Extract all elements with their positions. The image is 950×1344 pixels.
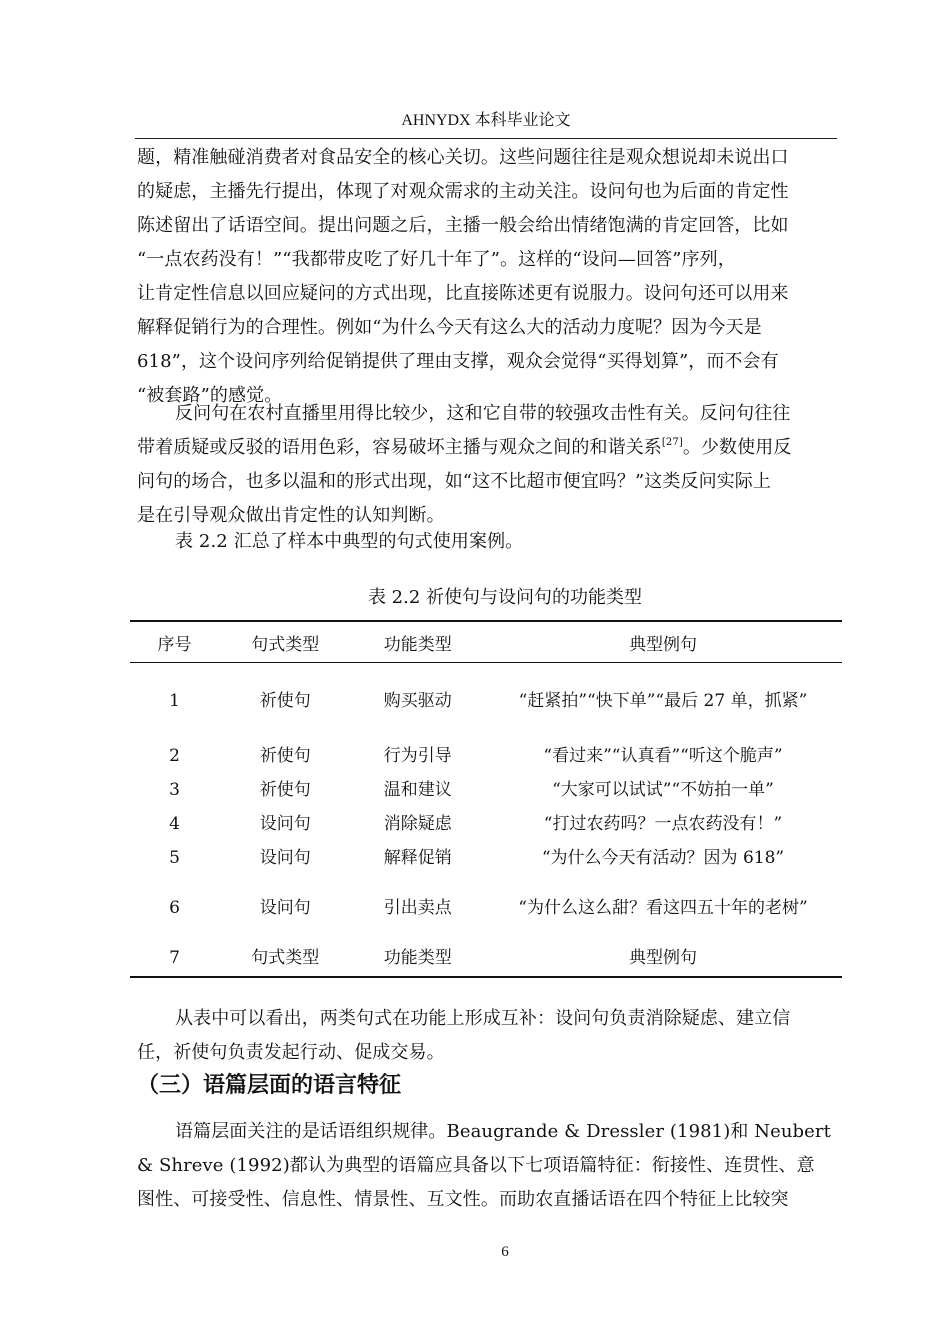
- cell-number: 5: [169, 847, 180, 868]
- paragraph-line: 表 2.2 汇总了样本中典型的句式使用案例。: [175, 531, 524, 552]
- paragraph-line: 反问句在农村直播里用得比较少，这和它自带的较强攻击性有关。反问句往往: [175, 403, 791, 424]
- cell-example: “为什么今天有活动？因为 618”: [541, 847, 785, 868]
- table-header-row: [130, 621, 842, 663]
- table-row: [130, 941, 842, 977]
- cell-example: “赶紧拍”“快下单”“最后 27 单，抓紧”: [518, 690, 808, 711]
- table-caption: 表 2.2 祈使句与设问句的功能类型: [367, 587, 643, 608]
- table-row: [130, 841, 842, 875]
- page-number: 6: [501, 1244, 509, 1260]
- table-row: [130, 773, 842, 807]
- cell-function-type: 解释促销: [383, 847, 452, 868]
- paragraph-line: 是在引导观众做出肯定性的认知判断。: [137, 505, 445, 526]
- paragraph-rhetorical-question: [137, 397, 839, 533]
- cell-sentence-type: 设问句: [259, 897, 311, 918]
- cell-sentence-type: 设问句: [259, 847, 311, 868]
- column-header-example: 典型例句: [484, 621, 842, 663]
- cell-sentence-type: 祈使句: [259, 690, 311, 711]
- cell-function-type: 购买驱动: [383, 690, 452, 711]
- column-header-sentence-type: 句式类型: [219, 621, 351, 663]
- cell-function-type: 引出卖点: [383, 897, 452, 918]
- cell-example: “为什么这么甜？看这四五十年的老树”: [518, 897, 808, 918]
- paragraph-line: 图性、可接受性、信息性、情景性、互文性。而助农直播话语在四个特征上比较突: [137, 1189, 789, 1210]
- cell-example: 典型例句: [484, 941, 842, 977]
- cell-example: “大家可以试试”“不妨拍一单”: [552, 779, 774, 800]
- cell-sentence-type: 设问句: [259, 813, 311, 834]
- cell-sentence-type: 祈使句: [259, 745, 311, 766]
- cell-number: 3: [169, 779, 180, 800]
- paragraph-line: 的疑虑，主播先行提出，体现了对观众需求的主动关注。设问句也为后面的肯定性: [137, 181, 789, 202]
- paragraph-line: 让肯定性信息以回应疑问的方式出现，比直接陈述更有说服力。设问句还可以用来: [137, 283, 789, 304]
- cell-sentence-type: 祈使句: [259, 779, 311, 800]
- cell-number: 1: [169, 690, 180, 711]
- paragraph-table-intro: [137, 525, 839, 559]
- cell-example: “打过农药吗？一点农药没有！”: [543, 813, 783, 834]
- cell-number: 6: [169, 897, 180, 918]
- paragraph-line: 语篇层面关注的是话语组织规律。Beaugrande & Dressler (1981)和 Neubert: [175, 1121, 831, 1142]
- paragraph-text: 带着质疑或反驳的语用色彩，容易破坏主播与观众之间的和谐关系: [137, 437, 662, 458]
- paragraph-line: “被套路”的感觉。: [137, 385, 283, 406]
- column-header-function-type: 功能类型: [351, 621, 483, 663]
- table-row: [130, 875, 842, 941]
- citation-marker[interactable]: [27]: [661, 437, 683, 448]
- paragraph-interrogative-usage: [137, 141, 839, 413]
- paragraph-line: 618”，这个设问序列给促销提供了理由支撑，观众会觉得“买得划算”，而不会有: [137, 351, 779, 372]
- table-row: [130, 739, 842, 773]
- cell-function-type: 行为引导: [383, 745, 452, 766]
- cell-number: 2: [169, 745, 180, 766]
- paragraph-line: “一点农药没有！”“我都带皮吃了好几十年了”。这样的“设问—回答”序列，: [137, 249, 736, 270]
- cell-number: 7: [130, 941, 219, 977]
- paragraph-line: 陈述留出了话语空间。提出问题之后，主播一般会给出情绪饱满的肯定回答，比如: [137, 215, 789, 236]
- paragraph-line: 解释促销行为的合理性。例如“为什么今天有这么大的活动力度呢？因为今天是: [137, 317, 762, 338]
- paragraph-line-with-citation: [137, 431, 839, 465]
- cell-function-type: 消除疑虑: [383, 813, 452, 834]
- header-rule: [135, 138, 837, 139]
- paragraph-discourse-features: [137, 1115, 839, 1217]
- paragraph-line: 问句的场合，也多以温和的形式出现，如“这不比超市便宜吗？”这类反问实际上: [137, 471, 772, 492]
- paragraph-line: 题，精准触碰消费者对食品安全的核心关切。这些问题往往是观众想说却未说出口: [137, 147, 789, 168]
- paragraph-table-summary: [137, 1002, 839, 1070]
- section-heading: （三）语篇层面的语言特征: [137, 1073, 402, 1098]
- paragraph-text: 。少数使用反: [682, 437, 792, 458]
- table-row: [130, 807, 842, 841]
- running-header: AHNYDX 本科毕业论文: [401, 112, 571, 129]
- cell-example: “看过来”“认真看”“听这个脆声”: [543, 745, 783, 766]
- column-header-number: 序号: [130, 621, 219, 663]
- cell-number: 4: [169, 813, 180, 834]
- cell-function-type: 功能类型: [351, 941, 483, 977]
- sentence-function-table: [130, 620, 842, 978]
- paragraph-line: 任，祈使句负责发起行动、促成交易。: [137, 1042, 445, 1063]
- table-row: [130, 663, 842, 739]
- cell-function-type: 温和建议: [383, 779, 452, 800]
- cell-sentence-type: 句式类型: [219, 941, 351, 977]
- paragraph-line: 从表中可以看出，两类句式在功能上形成互补：设问句负责消除疑虑、建立信: [175, 1008, 791, 1029]
- paragraph-line: & Shreve (1992)都认为典型的语篇应具备以下七项语篇特征：衔接性、连贯性、意: [137, 1155, 815, 1176]
